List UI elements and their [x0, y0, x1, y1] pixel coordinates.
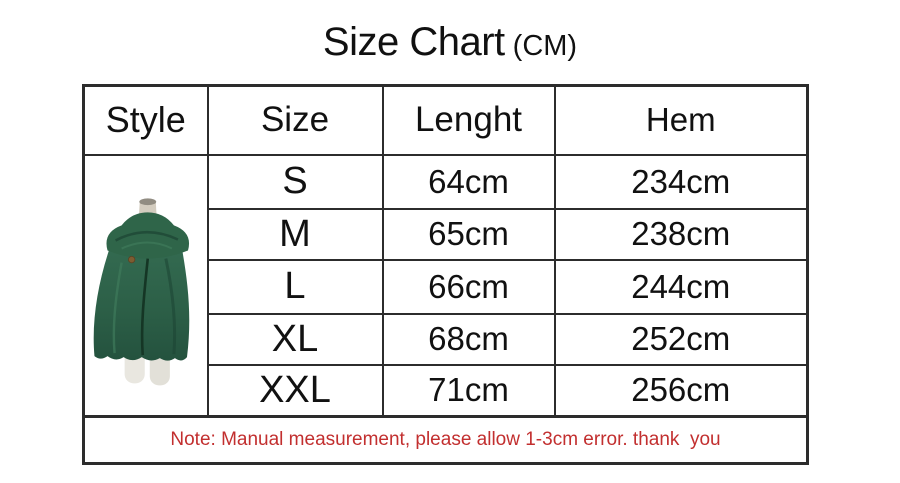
header-row: [84, 86, 808, 155]
header-length: Lenght: [383, 86, 555, 155]
product-photo-cell: [84, 155, 208, 417]
page-title: [0, 16, 900, 77]
measurement-note: Note: Manual measurement, please allow 1-3cm error. thank you: [84, 417, 808, 464]
header-hem: Hem: [555, 86, 808, 155]
size-cell: XL: [208, 314, 383, 365]
green-cloak-product-photo: [85, 156, 207, 416]
table-row: [84, 155, 808, 209]
size-cell: L: [208, 260, 383, 314]
note-row: [84, 417, 808, 464]
length-cell: 65cm: [383, 209, 555, 260]
page-title-unit: (CM): [512, 30, 578, 62]
size-cell: S: [208, 155, 383, 209]
length-cell: 64cm: [383, 155, 555, 209]
size-cell: M: [208, 209, 383, 260]
header-size: Size: [208, 86, 383, 155]
length-cell: 66cm: [383, 260, 555, 314]
hem-cell: 256cm: [555, 365, 808, 417]
hood: [106, 212, 189, 258]
hem-cell: 238cm: [555, 209, 808, 260]
size-cell: XXL: [208, 365, 383, 417]
header-style: Style: [84, 86, 208, 155]
length-cell: 71cm: [383, 365, 555, 417]
cape-button: [128, 256, 134, 262]
hem-cell: 234cm: [555, 155, 808, 209]
page-title-main: Size Chart: [322, 20, 505, 64]
hem-cell: 252cm: [555, 314, 808, 365]
hem-cell: 244cm: [555, 260, 808, 314]
mannequin-neck-top: [139, 198, 156, 205]
length-cell: 68cm: [383, 314, 555, 365]
size-chart-table: [82, 84, 809, 465]
